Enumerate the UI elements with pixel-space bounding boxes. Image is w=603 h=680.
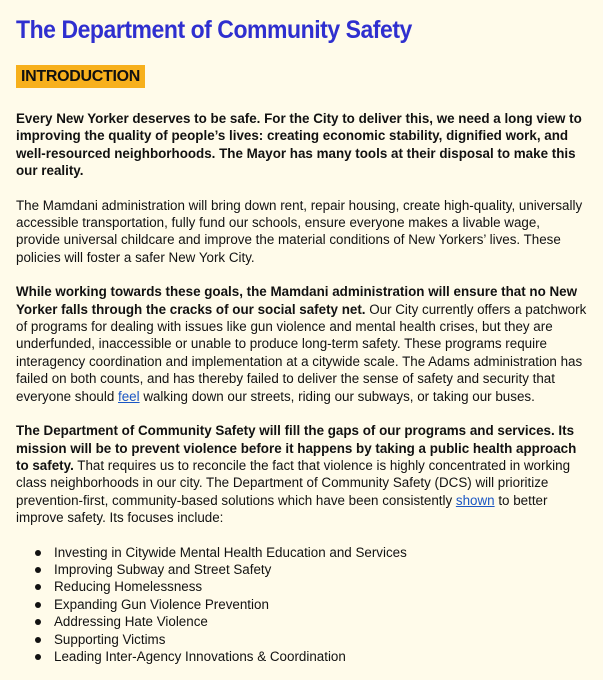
bullet-icon	[35, 637, 41, 643]
paragraph-3-text-end: walking down our streets, riding our subways, or taking our buses.	[139, 388, 535, 404]
list-item	[54, 613, 587, 630]
paragraph-4-text-end: to better improve safety. Its focuses include:	[16, 492, 548, 526]
intro-paragraph-2: The Mamdani administration will bring down rent, repair housing, create high-quality, universally accessible transportation, fully fund our schools, ensure everyone makes a livable wage, provide universal childcare and improve the material conditions of New Yorkers’ lives. These policies will foster a safer New York City.	[16, 197, 583, 265]
bullet-icon	[35, 654, 41, 660]
list-item-label: Investing in Citywide Mental Health Education and Services	[54, 544, 407, 560]
list-item-label: Supporting Victims	[54, 631, 166, 647]
list-item	[54, 596, 587, 613]
list-item-label: Leading Inter-Agency Innovations & Coordination	[54, 648, 346, 664]
bullet-icon	[35, 567, 41, 573]
paragraph-3-text: Our City currently offers a patchwork of programs for dealing with issues like gun violence and mental health crises, but they are underfunded, inaccessible or unable to produce long-term safety. These programs require interagency coordination and implementation at a citywide scale. The Adams administration has failed on both counts, and has thereby failed to deliver the sense of safety and security that everyone should	[16, 301, 587, 404]
list-item	[54, 544, 587, 561]
feel-link[interactable]: feel	[118, 388, 140, 404]
list-item	[54, 561, 587, 578]
bullet-icon	[35, 584, 41, 590]
list-item	[54, 631, 587, 648]
intro-paragraph-3	[16, 283, 587, 405]
paragraph-4-text: That requires us to reconcile the fact that violence is highly concentrated in working class neighborhoods in our city. The Department of Community Safety (DCS) will prioritize prevention-first, community-based solutions which have been consistently	[16, 457, 571, 508]
bullet-icon	[35, 619, 41, 625]
list-item-label: Improving Subway and Street Safety	[54, 561, 272, 577]
intro-paragraph-1: Every New Yorker deserves to be safe. For the City to deliver this, we need a long view to improving the quality of people’s lives: creating economic stability, dignified work, and well-resourced neighborhoods. The Mayor has many tools at their disposal to make this our reality.	[16, 111, 582, 179]
paragraph-3-bold-lead: While working towards these goals, the Mamdani administration will ensure that no New Yorker falls through the cracks of our social safety net.	[16, 284, 578, 317]
list-item-label: Addressing Hate Violence	[54, 614, 208, 630]
list-item-label: Reducing Homelessness	[54, 579, 203, 595]
focus-list	[16, 544, 587, 666]
list-item	[54, 578, 587, 595]
bullet-icon	[35, 550, 41, 556]
page-title: The Department of Community Safety	[16, 16, 412, 44]
section-label-introduction: INTRODUCTION	[16, 65, 145, 88]
shown-link[interactable]: shown	[455, 492, 495, 508]
bullet-icon	[35, 602, 41, 608]
paragraph-4-bold-lead: The Department of Community Safety will fill the gaps of our programs and services. Its mission will be to prevent violence before it happens by taking a public health approach to safety.	[16, 423, 577, 473]
intro-paragraph-4	[16, 422, 587, 526]
list-item-label: Expanding Gun Violence Prevention	[54, 596, 269, 612]
list-item	[54, 648, 587, 665]
